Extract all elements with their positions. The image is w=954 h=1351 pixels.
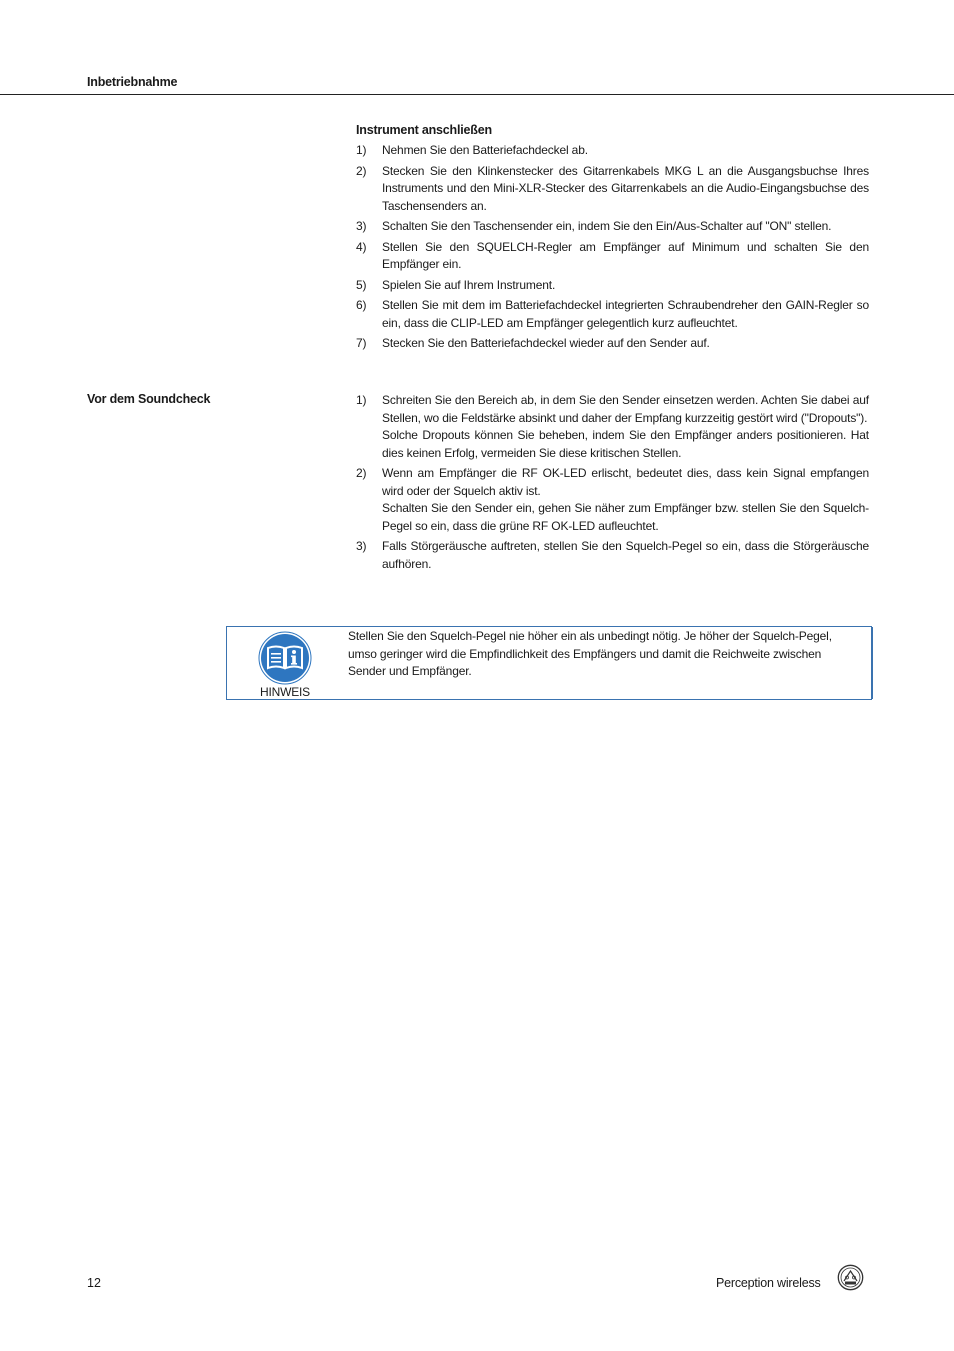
list-item xyxy=(356,239,869,274)
info-book-icon xyxy=(258,631,312,685)
note-label: HINWEIS xyxy=(260,685,310,699)
instrument-steps-list xyxy=(356,142,869,356)
item-number: 4) xyxy=(356,239,367,254)
item-text: Wenn am Empfänger die RF OK-LED erlischt, bedeutet dies, dass kein Signal empfangen wird oder der Squelch aktiv ist. xyxy=(382,466,869,498)
list-item xyxy=(356,392,869,462)
product-name: Perception wireless xyxy=(716,1276,821,1290)
list-item xyxy=(356,297,869,332)
item-text: Stecken Sie den Batteriefachdeckel wieder auf den Sender auf. xyxy=(382,336,710,350)
item-number: 7) xyxy=(356,336,367,350)
item-number: 1) xyxy=(356,393,367,407)
item-text: Stellen Sie mit dem im Batteriefachdeckel integrierten Schraubendreher den GAIN-Regler so ein, dass die CLIP-LED am Empfänger gelegentlich kurz aufleuchtet. xyxy=(382,298,869,330)
note-text: Stellen Sie den Squelch-Pegel nie höher ein als unbedingt nötig. Je höher der Squelch-Pegel, umso geringer wird die Empfindlichkeit des Empfängers und damit die Reichweite zwischen Sender und Empfänger. xyxy=(348,629,832,678)
akg-logo xyxy=(837,1264,864,1291)
item-text-continued: Schalten Sie den Sender ein, gehen Sie näher zum Empfänger bzw. stellen Sie den Squelch-Pegel so ein, dass die grüne RF OK-LED aufleuchtet. xyxy=(382,501,869,533)
item-number: 3) xyxy=(356,219,367,233)
item-number: 6) xyxy=(356,298,367,312)
item-number: 1) xyxy=(356,143,367,157)
item-text: Spielen Sie auf Ihrem Instrument. xyxy=(382,277,556,292)
list-item xyxy=(356,465,869,535)
list-item xyxy=(356,163,869,216)
note-box xyxy=(226,626,872,700)
section-heading-instrument: Instrument anschließen xyxy=(356,123,492,137)
item-text: Stellen Sie den SQUELCH-Regler am Empfänger auf Minimum und schalten Sie den Empfänger ein. xyxy=(382,239,869,271)
list-item xyxy=(356,335,869,353)
item-text: Schalten Sie den Taschensender ein, indem Sie den Ein/Aus-Schalter auf "ON" stellen. xyxy=(382,219,832,233)
item-number: 5) xyxy=(356,277,367,292)
item-text: Falls Störgeräusche auftreten, stellen Sie den Squelch-Pegel so ein, dass die Störgeräusche aufhören. xyxy=(382,539,869,571)
item-number: 2) xyxy=(356,163,367,178)
item-number: 2) xyxy=(356,466,367,480)
running-header: Inbetriebnahme xyxy=(87,75,178,89)
list-item xyxy=(356,277,869,295)
list-item xyxy=(356,218,869,236)
item-number: 3) xyxy=(356,539,367,553)
section-heading-soundcheck: Vor dem Soundcheck xyxy=(87,392,211,406)
list-item xyxy=(356,538,869,573)
header-rule xyxy=(0,94,954,95)
item-text: Nehmen Sie den Batteriefachdeckel ab. xyxy=(382,143,588,157)
note-box-edge xyxy=(872,627,873,699)
item-text-continued: Solche Dropouts können Sie beheben, indem Sie den Empfänger anders positionieren. Hat dies keinen Erfolg, vermeiden Sie diese kritischen Stellen. xyxy=(382,428,869,460)
list-item xyxy=(356,142,869,160)
soundcheck-steps-list xyxy=(356,392,869,576)
item-text: Schreiten Sie den Bereich ab, in dem Sie den Sender einsetzen werden. Achten Sie dabei auf Stellen, wo die Feldstärke absinkt und daher der Empfang kurzzeitig gestört wird ("Dropouts"). xyxy=(382,393,869,425)
page-number: 12 xyxy=(87,1276,101,1290)
item-text: Stecken Sie den Klinkenstecker des Gitarrenkabels MKG L an die Ausgangsbuchse Ihres Instruments und den Mini-XLR-Stecker des Gitarrenkabels an die Audio-Eingangsbuchse des Taschensenders an. xyxy=(382,163,869,213)
